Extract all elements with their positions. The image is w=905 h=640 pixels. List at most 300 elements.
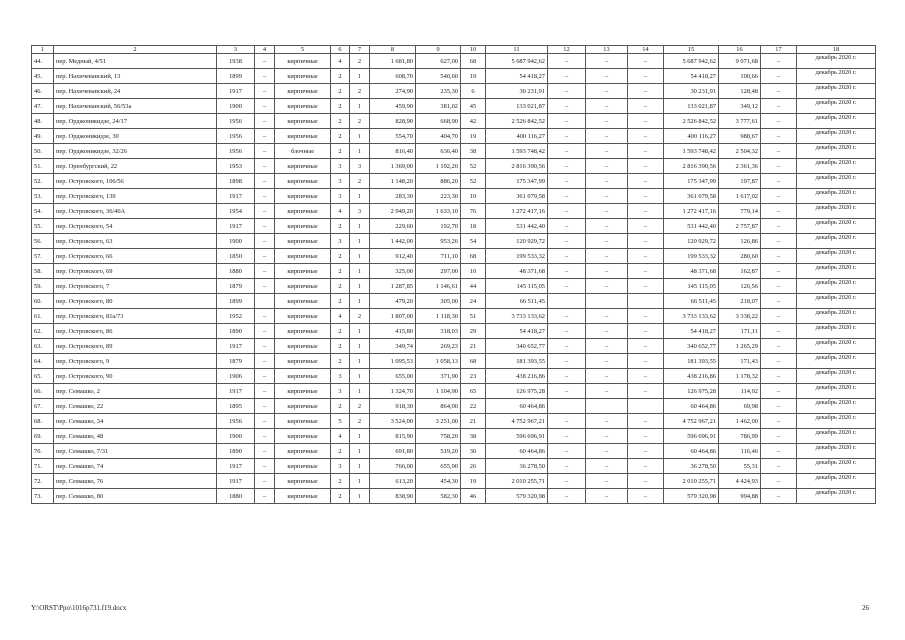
cell-floors: 2 <box>331 399 350 414</box>
cell-total-cost: 2 010 255,71 <box>486 474 548 489</box>
cell-col-12: – <box>548 339 586 354</box>
cell-col-14: – <box>628 309 664 324</box>
cell-col-4: – <box>255 219 275 234</box>
cell-col-14: – <box>628 234 664 249</box>
cell-total-area: 838,90 <box>370 489 416 504</box>
cell-col-17: – <box>761 54 797 69</box>
cell-residents: 76 <box>461 204 486 219</box>
cell-wall-material: кирпичные <box>275 219 331 234</box>
cell-cost-sum: 4 752 967,21 <box>664 414 719 429</box>
cell-col-12: – <box>548 354 586 369</box>
cell-col-13: – <box>586 369 628 384</box>
cell-row-number: 48. <box>32 114 54 129</box>
cell-living-area: 668,90 <box>416 114 461 129</box>
cell-residents: 68 <box>461 354 486 369</box>
cell-cost-per-m2: 988,67 <box>719 129 761 144</box>
cell-cost-sum: 340 652,77 <box>664 339 719 354</box>
cell-year-built: 1956 <box>217 144 255 159</box>
cell-floors: 2 <box>331 354 350 369</box>
cell-row-number: 64. <box>32 354 54 369</box>
column-header-15: 15 <box>664 46 719 54</box>
cell-cost-sum: 199 533,32 <box>664 249 719 264</box>
cell-entrances: 2 <box>350 54 370 69</box>
cell-floors: 3 <box>331 369 350 384</box>
cell-col-13: – <box>586 264 628 279</box>
cell-col-13: – <box>586 339 628 354</box>
cell-entrances: 1 <box>350 219 370 234</box>
cell-total-area: 1 369,00 <box>370 159 416 174</box>
cell-col-4: – <box>255 249 275 264</box>
cell-entrances: 3 <box>350 159 370 174</box>
cell-cost-per-m2: 171,11 <box>719 324 761 339</box>
cell-wall-material: кирпичные <box>275 54 331 69</box>
table-row <box>32 54 876 69</box>
cell-address: пер. Нахичеванский, 56/53а <box>54 99 217 114</box>
cell-address: пер. Островского, 7 <box>54 279 217 294</box>
cell-address: пер. Семашко, 76 <box>54 474 217 489</box>
cell-deadline: декабрь 2020 г. <box>797 84 876 99</box>
table-row <box>32 309 876 324</box>
cell-floors: 4 <box>331 204 350 219</box>
cell-row-number: 65. <box>32 369 54 384</box>
cell-wall-material: кирпичные <box>275 159 331 174</box>
cell-cost-sum: 596 696,91 <box>664 429 719 444</box>
cell-col-17: – <box>761 339 797 354</box>
column-header-6: 6 <box>331 46 350 54</box>
cell-total-cost: 2 526 842,52 <box>486 114 548 129</box>
cell-total-area: 1 442,00 <box>370 234 416 249</box>
cell-col-4: – <box>255 354 275 369</box>
cell-address: пер. Нахичеванский, 24 <box>54 84 217 99</box>
cell-cost-per-m2: 4 424,93 <box>719 474 761 489</box>
cell-wall-material: кирпичные <box>275 369 331 384</box>
cell-year-built: 1879 <box>217 279 255 294</box>
cell-total-cost: 5 687 942,62 <box>486 54 548 69</box>
cell-residents: 68 <box>461 54 486 69</box>
cell-col-14: – <box>628 219 664 234</box>
cell-address: пер. Семашко, 7/31 <box>54 444 217 459</box>
cell-living-area: 1 118,30 <box>416 309 461 324</box>
cell-col-17: – <box>761 459 797 474</box>
cell-entrances: 1 <box>350 129 370 144</box>
cell-col-13: – <box>586 489 628 504</box>
cell-col-12: – <box>548 204 586 219</box>
cell-living-area: 371,90 <box>416 369 461 384</box>
cell-residents: 52 <box>461 159 486 174</box>
cell-row-number: 58. <box>32 264 54 279</box>
cell-cost-per-m2: 126,86 <box>719 234 761 249</box>
cell-residents: 10 <box>461 264 486 279</box>
cell-deadline: декабрь 2020 г. <box>797 264 876 279</box>
cell-col-17: – <box>761 444 797 459</box>
cell-cost-per-m2: 100,66 <box>719 69 761 84</box>
cell-col-13: – <box>586 249 628 264</box>
cell-col-13: – <box>586 219 628 234</box>
cell-total-cost: 1 272 417,16 <box>486 204 548 219</box>
cell-year-built: 1899 <box>217 294 255 309</box>
column-header-1: 1 <box>32 46 54 54</box>
cell-row-number: 72. <box>32 474 54 489</box>
cell-col-13 <box>586 294 628 309</box>
cell-address: пер. Островского, 80 <box>54 294 217 309</box>
cell-floors: 2 <box>331 99 350 114</box>
cell-year-built: 1956 <box>217 129 255 144</box>
cell-col-4: – <box>255 264 275 279</box>
cell-floors: 2 <box>331 294 350 309</box>
table-row <box>32 189 876 204</box>
cell-floors: 2 <box>331 474 350 489</box>
cell-col-13: – <box>586 159 628 174</box>
cell-deadline: декабрь 2020 г. <box>797 69 876 84</box>
cell-total-area: 554,70 <box>370 129 416 144</box>
cell-total-cost: 126 975,28 <box>486 384 548 399</box>
cell-col-12: – <box>548 414 586 429</box>
cell-residents: 46 <box>461 489 486 504</box>
cell-floors: 2 <box>331 324 350 339</box>
cell-year-built: 1956 <box>217 114 255 129</box>
cell-total-area: 1 807,00 <box>370 309 416 324</box>
column-header-3: 3 <box>217 46 255 54</box>
cell-address: пер. Семашко, 34 <box>54 414 217 429</box>
cell-col-14: – <box>628 444 664 459</box>
cell-col-14: – <box>628 159 664 174</box>
cell-row-number: 71. <box>32 459 54 474</box>
cell-col-4 <box>255 294 275 309</box>
cell-total-area: 3 524,00 <box>370 414 416 429</box>
cell-col-4: – <box>255 174 275 189</box>
cell-col-13: – <box>586 384 628 399</box>
cell-floors: 2 <box>331 84 350 99</box>
cell-col-14: – <box>628 129 664 144</box>
cell-living-area: 655,90 <box>416 459 461 474</box>
cell-floors: 2 <box>331 249 350 264</box>
cell-col-12: – <box>548 174 586 189</box>
cell-address: пер. Островского, 81а/73 <box>54 309 217 324</box>
cell-cost-per-m2: 2 757,87 <box>719 219 761 234</box>
cell-cost-per-m2: 2 504,32 <box>719 144 761 159</box>
cell-living-area: 1 146,61 <box>416 279 461 294</box>
cell-cost-sum: 579 320,98 <box>664 489 719 504</box>
cell-col-17: – <box>761 264 797 279</box>
cell-wall-material: кирпичные <box>275 384 331 399</box>
cell-total-cost: 596 696,91 <box>486 429 548 444</box>
cell-col-14: – <box>628 84 664 99</box>
cell-col-14: – <box>628 189 664 204</box>
cell-year-built: 1917 <box>217 189 255 204</box>
cell-wall-material: кирпичные <box>275 249 331 264</box>
cell-deadline: декабрь 2020 г. <box>797 54 876 69</box>
cell-floors: 3 <box>331 189 350 204</box>
cell-living-area: 235,30 <box>416 84 461 99</box>
table-row <box>32 489 876 504</box>
cell-entrances: 1 <box>350 264 370 279</box>
cell-col-14: – <box>628 354 664 369</box>
cell-cost-sum: 60 464,86 <box>664 399 719 414</box>
cell-wall-material: кирпичные <box>275 459 331 474</box>
cell-deadline: декабрь 2020 г. <box>797 339 876 354</box>
cell-col-4: – <box>255 309 275 324</box>
cell-row-number: 63. <box>32 339 54 354</box>
cell-row-number: 51. <box>32 159 54 174</box>
cell-col-17: – <box>761 279 797 294</box>
cell-total-area: 1 095,53 <box>370 354 416 369</box>
cell-row-number: 69. <box>32 429 54 444</box>
cell-living-area: 305,00 <box>416 294 461 309</box>
cell-entrances: 2 <box>350 84 370 99</box>
cell-living-area: 540,60 <box>416 69 461 84</box>
column-header-18: 18 <box>797 46 876 54</box>
cell-col-14: – <box>628 459 664 474</box>
cell-col-12: – <box>548 429 586 444</box>
cell-living-area: 318,03 <box>416 324 461 339</box>
cell-cost-per-m2: 218,07 <box>719 294 761 309</box>
cell-address: пер. Островского, 86 <box>54 324 217 339</box>
cell-floors: 2 <box>331 69 350 84</box>
cell-floors: 4 <box>331 429 350 444</box>
cell-residents: 23 <box>461 369 486 384</box>
cell-total-area: 655,00 <box>370 369 416 384</box>
cell-col-4: – <box>255 69 275 84</box>
cell-col-17: – <box>761 129 797 144</box>
cell-year-built: 1890 <box>217 444 255 459</box>
cell-living-area: 404,70 <box>416 129 461 144</box>
cell-cost-sum: 361 079,58 <box>664 189 719 204</box>
cell-col-12: – <box>548 474 586 489</box>
cell-cost-per-m2: 114,92 <box>719 384 761 399</box>
cell-total-cost: 1 593 748,42 <box>486 144 548 159</box>
cell-deadline: декабрь 2020 г. <box>797 234 876 249</box>
cell-row-number: 67. <box>32 399 54 414</box>
cell-cost-sum: 531 442,40 <box>664 219 719 234</box>
cell-col-12 <box>548 399 586 414</box>
cell-total-area: 459,90 <box>370 99 416 114</box>
cell-total-cost: 199 533,32 <box>486 249 548 264</box>
cell-cost-sum: 175 347,99 <box>664 174 719 189</box>
cell-col-12: – <box>548 384 586 399</box>
table-row <box>32 339 876 354</box>
cell-wall-material: кирпичные <box>275 264 331 279</box>
cell-address: пер. Оренбургский, 22 <box>54 159 217 174</box>
cell-residents: 54 <box>461 234 486 249</box>
cell-entrances: 2 <box>350 414 370 429</box>
cell-deadline: декабрь 2020 г. <box>797 279 876 294</box>
cell-cost-per-m2: 171,43 <box>719 354 761 369</box>
cell-col-17: – <box>761 324 797 339</box>
table-row <box>32 84 876 99</box>
cell-year-built: 1953 <box>217 159 255 174</box>
column-header-5: 5 <box>275 46 331 54</box>
cell-row-number: 60. <box>32 294 54 309</box>
cell-address: пер. Семашко, 2 <box>54 384 217 399</box>
cell-entrances: 1 <box>350 429 370 444</box>
cell-address: пер. Островского, 106/56 <box>54 174 217 189</box>
cell-floors: 2 <box>331 129 350 144</box>
cell-year-built: 1898 <box>217 174 255 189</box>
cell-cost-sum: 60 464,86 <box>664 444 719 459</box>
column-header-2: 2 <box>54 46 217 54</box>
cell-year-built: 1880 <box>217 489 255 504</box>
cell-year-built: 1900 <box>217 99 255 114</box>
cell-wall-material: кирпичные <box>275 489 331 504</box>
cell-residents: 44 <box>461 279 486 294</box>
cell-col-12: – <box>548 54 586 69</box>
table-row <box>32 369 876 384</box>
cell-col-14: – <box>628 99 664 114</box>
column-header-16: 16 <box>719 46 761 54</box>
cell-col-14: – <box>628 339 664 354</box>
cell-col-14 <box>628 294 664 309</box>
cell-col-14: – <box>628 249 664 264</box>
cell-col-14: – <box>628 324 664 339</box>
cell-cost-sum: 3 733 133,62 <box>664 309 719 324</box>
column-header-9: 9 <box>416 46 461 54</box>
cell-living-area: 1 058,13 <box>416 354 461 369</box>
cell-col-12: – <box>548 84 586 99</box>
cell-col-17: – <box>761 309 797 324</box>
cell-col-13: – <box>586 54 628 69</box>
cell-entrances: 1 <box>350 249 370 264</box>
cell-living-area: 627,00 <box>416 54 461 69</box>
cell-col-12: – <box>548 309 586 324</box>
cell-total-area: 1 324,70 <box>370 384 416 399</box>
cell-col-13: – <box>586 474 628 489</box>
cell-deadline: декабрь 2020 г. <box>797 174 876 189</box>
cell-entrances: 3 <box>350 204 370 219</box>
cell-deadline: декабрь 2020 г. <box>797 399 876 414</box>
table-row <box>32 384 876 399</box>
cell-cost-per-m2: 1 617,02 <box>719 189 761 204</box>
cell-residents: 19 <box>461 474 486 489</box>
cell-total-area: 828,90 <box>370 114 416 129</box>
cell-col-4: – <box>255 459 275 474</box>
cell-year-built: 1917 <box>217 474 255 489</box>
cell-living-area: 519,20 <box>416 444 461 459</box>
cell-col-13: – <box>586 69 628 84</box>
cell-deadline: декабрь 2020 г. <box>797 204 876 219</box>
cell-deadline: декабрь 2020 г. <box>797 159 876 174</box>
table-row <box>32 129 876 144</box>
cell-floors: 3 <box>331 459 350 474</box>
cell-deadline: декабрь 2020 г. <box>797 249 876 264</box>
cell-living-area: 953,26 <box>416 234 461 249</box>
cell-cost-sum: 145 115,05 <box>664 279 719 294</box>
cell-year-built: 1890 <box>217 324 255 339</box>
cell-residents: 24 <box>461 294 486 309</box>
cell-floors: 2 <box>331 144 350 159</box>
cell-col-12: – <box>548 249 586 264</box>
cell-col-14 <box>628 399 664 414</box>
table-body <box>32 54 876 504</box>
table-row <box>32 399 876 414</box>
cell-col-12: – <box>548 159 586 174</box>
cell-deadline: декабрь 2020 г. <box>797 294 876 309</box>
cell-col-14: – <box>628 474 664 489</box>
column-header-17: 17 <box>761 46 797 54</box>
cell-floors: 3 <box>331 384 350 399</box>
table-row <box>32 429 876 444</box>
cell-col-17: – <box>761 84 797 99</box>
cell-col-4: – <box>255 414 275 429</box>
cell-col-17: – <box>761 489 797 504</box>
cell-row-number: 73. <box>32 489 54 504</box>
cell-entrances: 2 <box>350 114 370 129</box>
cell-deadline: декабрь 2020 г. <box>797 144 876 159</box>
cell-deadline: декабрь 2020 г. <box>797 129 876 144</box>
cell-entrances: 1 <box>350 444 370 459</box>
cell-row-number: 46. <box>32 84 54 99</box>
cell-col-12: – <box>548 369 586 384</box>
cell-wall-material: кирпичные <box>275 474 331 489</box>
cell-floors: 2 <box>331 114 350 129</box>
cell-cost-per-m2: 3 338,22 <box>719 309 761 324</box>
cell-floors: 2 <box>331 279 350 294</box>
cell-wall-material: кирпичные <box>275 414 331 429</box>
cell-wall-material: кирпичные <box>275 324 331 339</box>
cell-col-12: – <box>548 444 586 459</box>
cell-year-built: 1956 <box>217 414 255 429</box>
cell-floors: 5 <box>331 414 350 429</box>
cell-year-built: 1917 <box>217 219 255 234</box>
cell-total-cost: 175 347,99 <box>486 174 548 189</box>
cell-deadline: декабрь 2020 г. <box>797 114 876 129</box>
cell-total-area: 1 287,85 <box>370 279 416 294</box>
cell-year-built: 1850 <box>217 249 255 264</box>
cell-floors: 3 <box>331 174 350 189</box>
cell-row-number: 44. <box>32 54 54 69</box>
cell-living-area: 886,20 <box>416 174 461 189</box>
cell-cost-per-m2: 1 178,32 <box>719 369 761 384</box>
cell-year-built: 1917 <box>217 339 255 354</box>
column-header-13: 13 <box>586 46 628 54</box>
cell-year-built: 1917 <box>217 84 255 99</box>
cell-floors: 2 <box>331 219 350 234</box>
cell-deadline: декабрь 2020 г. <box>797 384 876 399</box>
table-row <box>32 294 876 309</box>
cell-col-4: – <box>255 399 275 414</box>
cell-total-cost: 4 752 967,21 <box>486 414 548 429</box>
cell-year-built: 1938 <box>217 54 255 69</box>
cell-address: пер. Островского, 89 <box>54 339 217 354</box>
cell-col-12: – <box>548 459 586 474</box>
cell-deadline: декабрь 2020 г. <box>797 474 876 489</box>
table-row <box>32 264 876 279</box>
table-row <box>32 279 876 294</box>
cell-row-number: 62. <box>32 324 54 339</box>
cell-col-14: – <box>628 114 664 129</box>
cell-year-built: 1899 <box>217 69 255 84</box>
cell-living-area: 711,10 <box>416 249 461 264</box>
cell-cost-sum: 2 816 390,56 <box>664 159 719 174</box>
cell-deadline: декабрь 2020 г. <box>797 489 876 504</box>
cell-residents: 45 <box>461 99 486 114</box>
footer-page-number: 26 <box>862 604 869 612</box>
cell-row-number: 50. <box>32 144 54 159</box>
cell-living-area: 381,02 <box>416 99 461 114</box>
cell-living-area: 582,30 <box>416 489 461 504</box>
cell-col-4: – <box>255 129 275 144</box>
cell-total-cost: 3 733 133,62 <box>486 309 548 324</box>
cell-col-4: – <box>255 234 275 249</box>
cell-living-area: 758,20 <box>416 429 461 444</box>
cell-living-area: 223,30 <box>416 189 461 204</box>
cell-col-12: – <box>548 144 586 159</box>
cell-cost-sum: 126 975,28 <box>664 384 719 399</box>
cell-address: пер. Островского, 90 <box>54 369 217 384</box>
cell-cost-sum: 30 231,91 <box>664 84 719 99</box>
cell-col-17: – <box>761 114 797 129</box>
cell-col-12: – <box>548 264 586 279</box>
cell-row-number: 59. <box>32 279 54 294</box>
